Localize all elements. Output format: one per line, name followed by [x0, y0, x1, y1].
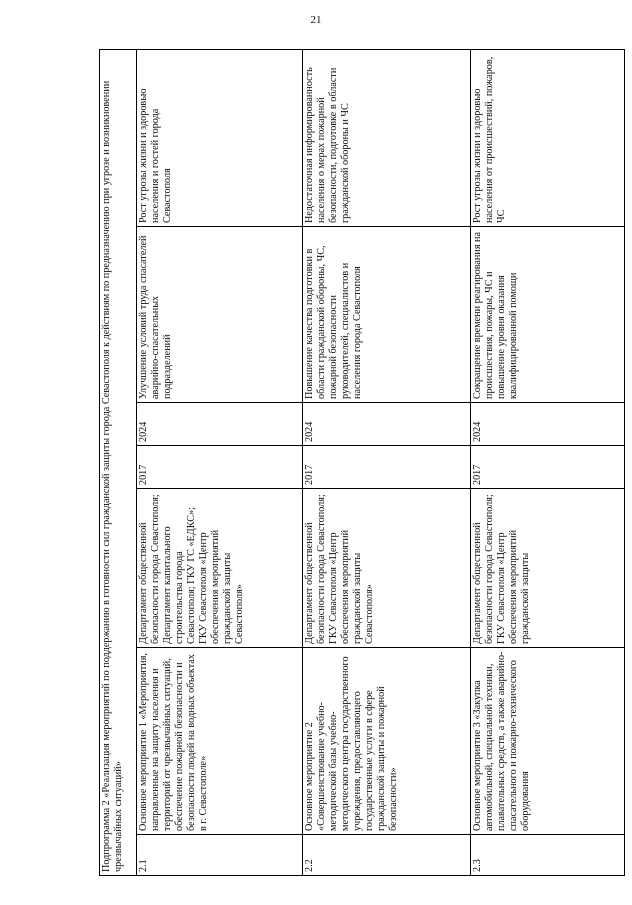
page-number: 21: [310, 14, 322, 26]
end-year-cell: 2024: [137, 403, 303, 446]
table-row: [471, 49, 625, 875]
result-cell: Повышение качества подготовки в области гражданской обороны, ЧС, пожарной безопасности руководителей, специалистов и населения города Севастополя: [303, 227, 471, 403]
executor-cell: Департамент общественной безопасности города Севастополя; Департамент капитального строительства города Севастополя; ГКУ ГС «ЕДКС»; ГКУ Севастополя «Центр обеспечения мероприятий гражданской защиты Севастополя»: [137, 489, 303, 648]
executor-cell: Департамент общественной безопасности города Севастополя; ГКУ Севастополя «Центр обеспечения мероприятий гражданской защиты Севастополя»: [303, 489, 471, 648]
start-year-cell: 2017: [303, 446, 471, 489]
row-number: 2.1: [137, 835, 303, 876]
subprogram-title-row: [100, 49, 137, 875]
start-year-cell: 2017: [137, 446, 303, 489]
subprogram-title: Подпрограмма 2 «Реализация мероприятий по поддержанию в готовности сил гражданской защиты города Севастополя к действиям по предназначению при угрозе и возникновении чрезвычайных ситуаций»: [100, 49, 137, 875]
subprogram-table: [99, 49, 625, 876]
activity-cell: Основное мероприятие 3 «Закупка автомобильной, специальной техники, плавательных средств, а также аварийно-спасательного и пожарно-технического оборудования: [471, 648, 625, 835]
result-cell: Улучшение условий труда спасателей аварийно-спасательных подразделений: [137, 227, 303, 403]
end-year-cell: 2024: [471, 403, 625, 446]
table-row: [137, 49, 303, 875]
consequence-cell: Недостаточная информированность населения о мерах пожарной безопасности, подготовке в области гражданской обороны и ЧС: [303, 49, 471, 226]
activity-cell: Основное мероприятие 2 «Совершенствование учебно-методической базы учебно-методического центра государственного учреждения, предоставляющего государственные услуги в сфере гражданской защиты и пожарной безопасности»: [303, 648, 471, 835]
activity-cell: Основное мероприятие 1 «Мероприятия, направленные на защиту населения и территорий от чрезвычайных ситуаций, обеспечение пожарной безопасности и безопасности людей на водных объектах в г. Севастополе»: [137, 648, 303, 835]
consequence-cell: Рост угрозы жизни и здоровью населения и гостей города Севастополя: [137, 49, 303, 226]
start-year-cell: 2017: [471, 446, 625, 489]
row-number: 2.3: [471, 835, 625, 876]
result-cell: Сокращение времени реагирования на происшествия, пожары, ЧС и повышение уровня оказания квалифицированной помощи: [471, 227, 625, 403]
row-number: 2.2: [303, 835, 471, 876]
executor-cell: Департамент общественной безопасности города Севастополя; ГКУ Севастополя «Центр обеспечения мероприятий гражданской защиты: [471, 489, 625, 648]
rotated-table-container: [99, 50, 625, 876]
end-year-cell: 2024: [303, 403, 471, 446]
table-row: [303, 49, 471, 875]
consequence-cell: Рост угрозы жизни и здоровью населения от происшествий, пожаров, ЧС: [471, 49, 625, 226]
